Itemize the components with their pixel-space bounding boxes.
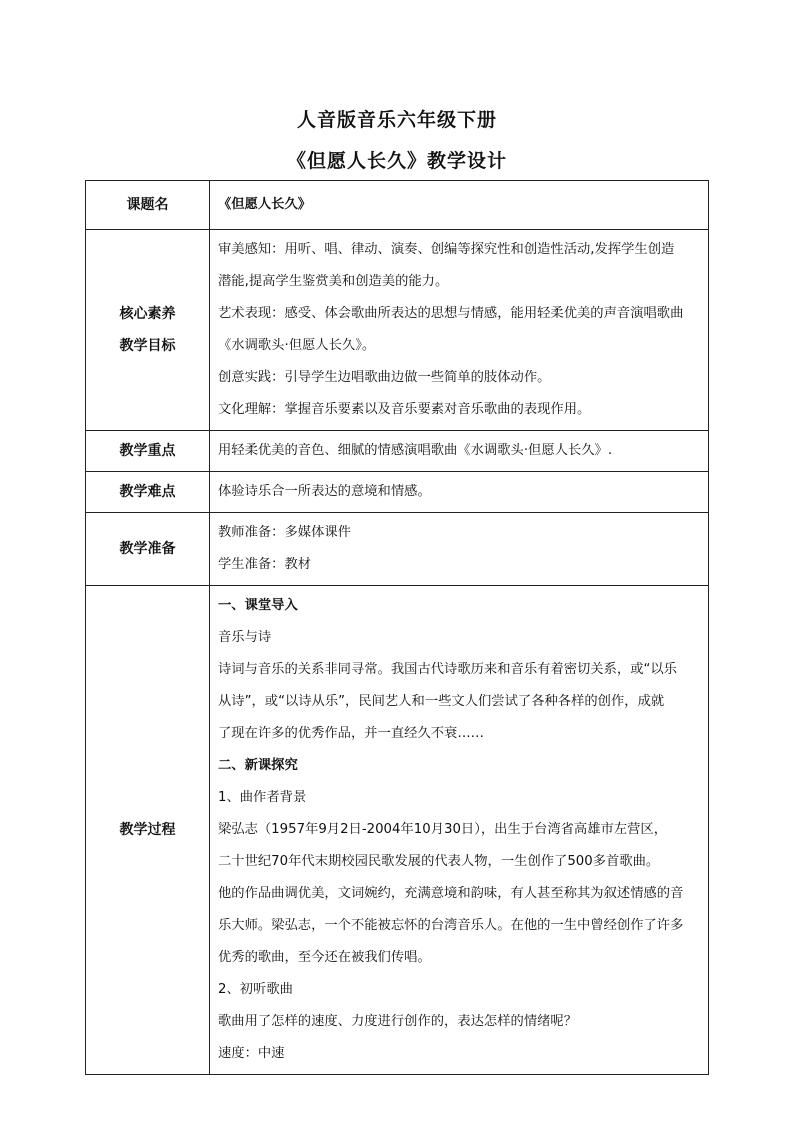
core-line: 《水调歌头·但愿人长久》。 bbox=[218, 338, 376, 353]
prep-line: 教师准备：多媒体课件 bbox=[218, 525, 351, 540]
row-process bbox=[86, 586, 709, 1075]
row-key-points bbox=[86, 431, 709, 472]
value-key-points bbox=[210, 431, 709, 472]
lesson-plan-table bbox=[85, 180, 709, 1075]
label-preparation: 教学准备 bbox=[86, 513, 210, 586]
label-key-points: 教学重点 bbox=[86, 431, 210, 472]
process-line: 音乐与诗 bbox=[218, 630, 272, 645]
process-line: 梁弘志（1957年9月2日-2004年10月30日），出生于台湾省高雄市左营区， bbox=[218, 822, 668, 837]
process-line: 优秀的歌曲，至今还在被我们传唱。 bbox=[218, 950, 431, 965]
process-line: 二十世纪70年代末期校园民歌发展的代表人物，一生创作了500多首歌曲。 bbox=[218, 854, 660, 869]
core-line: 艺术表现：感受、体会歌曲所表达的思想与情感，能用轻柔优美的声音演唱歌曲 bbox=[218, 306, 684, 321]
process-line: 1、曲作者背景 bbox=[218, 790, 307, 805]
topic-text: 《但愿人长久》 bbox=[218, 197, 312, 212]
row-difficulty bbox=[86, 472, 709, 513]
row-topic bbox=[86, 181, 709, 230]
row-core-goals bbox=[86, 230, 709, 431]
label-process: 教学过程 bbox=[86, 586, 210, 1075]
core-line: 潜能,提高学生鉴赏美和创造美的能力。 bbox=[218, 274, 449, 289]
prep-line: 学生准备：教材 bbox=[218, 557, 312, 572]
section-heading: 一、课堂导入 bbox=[218, 598, 298, 613]
label-core-goals bbox=[86, 230, 210, 431]
process-line: 乐大师。梁弘志，一个不能被忘怀的台湾音乐人。在他的一生中曾经创作了许多 bbox=[218, 918, 684, 933]
process-line: 速度：中速 bbox=[218, 1046, 285, 1061]
core-line: 文化理解：掌握音乐要素以及音乐要素对音乐歌曲的表现作用。 bbox=[218, 402, 591, 417]
section-heading: 二、新课探究 bbox=[218, 758, 298, 773]
process-line: 从诗”，或“以诗从乐”，民间艺人和一些文人们尝试了各种各样的创作，成就 bbox=[218, 694, 665, 709]
document-title-line1: 人音版音乐六年级下册 bbox=[296, 109, 497, 131]
process-line: 2、初听歌曲 bbox=[218, 982, 293, 997]
document-title-line2: 《但愿人长久》教学设计 bbox=[286, 150, 507, 172]
row-preparation bbox=[86, 513, 709, 586]
core-line: 审美感知：用听、唱、律动、演奏、创编等探究性和创造性活动,发挥学生创造 bbox=[218, 242, 675, 257]
value-core-goals bbox=[210, 230, 709, 431]
key-points-text: 用轻柔优美的音色、细腻的情感演唱歌曲《水调歌头·但愿人长久》. bbox=[218, 443, 613, 458]
difficulty-text: 体验诗乐合一所表达的意境和情感。 bbox=[218, 484, 431, 499]
label-core-line2: 教学目标 bbox=[119, 338, 176, 354]
label-core-line1: 核心素养 bbox=[119, 306, 176, 322]
process-line: 了现在许多的优秀作品，并一直经久不衰…… bbox=[218, 726, 484, 741]
value-difficulty bbox=[210, 472, 709, 513]
process-line: 诗词与音乐的关系非同寻常。我国古代诗歌历来和音乐有着密切关系，或“以乐 bbox=[218, 662, 677, 677]
label-difficulty: 教学难点 bbox=[86, 472, 210, 513]
value-process bbox=[210, 586, 709, 1075]
process-line: 歌曲用了怎样的速度、力度进行创作的，表达怎样的情绪呢？ bbox=[218, 1014, 578, 1029]
core-line: 创意实践：引导学生边唱歌曲边做一些简单的肢体动作。 bbox=[218, 370, 551, 385]
value-preparation bbox=[210, 513, 709, 586]
label-topic: 课题名 bbox=[86, 181, 210, 230]
value-topic bbox=[210, 181, 709, 230]
process-line: 他的作品曲调优美，文词婉约，充满意境和韵味，有人甚至称其为叙述情感的音 bbox=[218, 886, 684, 901]
